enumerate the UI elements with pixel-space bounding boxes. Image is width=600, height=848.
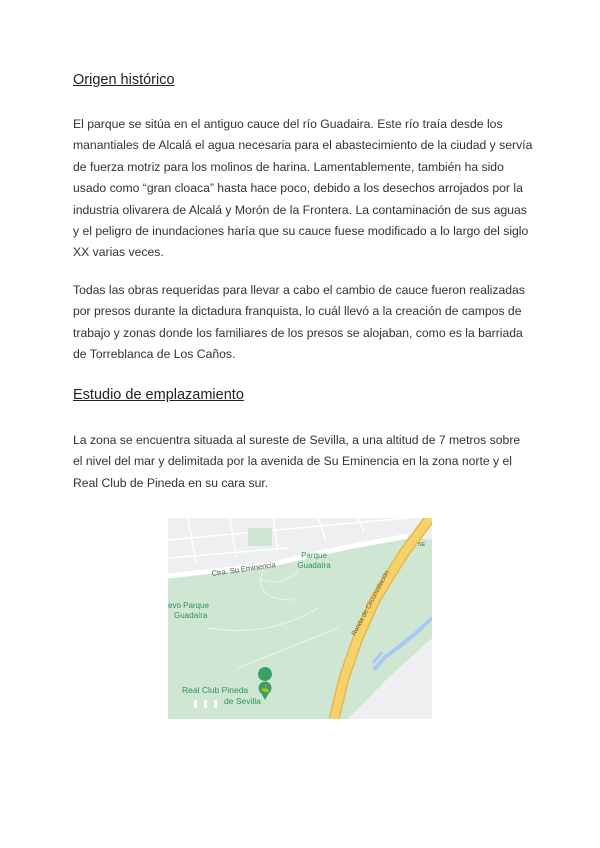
map-label-highway-badge: SE	[418, 542, 426, 548]
paragraph-emplazamiento-1: La zona se encuentra situada al sureste de Sevilla, a una altitud de 7 metros sobre el nivel del mar y delimitada por la avenida de Su Eminencia en la zona norte y el Real Club de Pineda en su cara sur.	[73, 433, 521, 490]
svg-text:⛳: ⛳	[260, 684, 270, 693]
map-label-road: Ctra. Su Eminencia	[211, 560, 277, 578]
map-label-club-1: Real Club Pineda	[182, 685, 249, 695]
location-map	[168, 518, 432, 719]
map-label-park-1: Parque	[301, 551, 327, 560]
small-green-block	[248, 528, 272, 546]
paragraph-origen-1: El parque se sitúa en el antiguo cauce del río Guadaira. Este río traía desde los manantiales de Alcalá el agua necesaria para el abastecimiento de la ciudad y servía de fuerza motriz para los molinos de harina. Lamentablemente, también ha sido usado como “gran cloaca” hasta hace poco, debido a los desechos arrojados por la industria olivarera de Alcalá y Morón de la Frontera. La contaminación de sus aguas y el peligro de inundaciones haría que su cauce fuese modificado a lo largo del siglo XX varias veces.	[73, 117, 533, 260]
section-heading-emplazamiento: Estudio de emplazamiento	[73, 387, 244, 403]
map-label-new-park-1: evo Parque	[168, 601, 209, 610]
map-label-new-park-2: Guadaíra	[174, 611, 208, 620]
paragraph-origen-2: Todas las obras requeridas para llevar a cabo el cambio de cauce fueron realizadas por presos durante la dictadura franquista, lo cuál llevó a la creación de campos de trabajo y zonas donde los familiares de los presos se alojaban, como es la barriada de Torreblanca de Los Caños.	[73, 283, 525, 362]
map-label-highway: Ronda de Circunvalación	[350, 569, 391, 637]
section-heading-origen: Origen histórico	[73, 72, 175, 88]
map-label-club-2: de Sevilla	[224, 696, 261, 706]
map-label-park-2: Guadaíra	[297, 561, 331, 570]
